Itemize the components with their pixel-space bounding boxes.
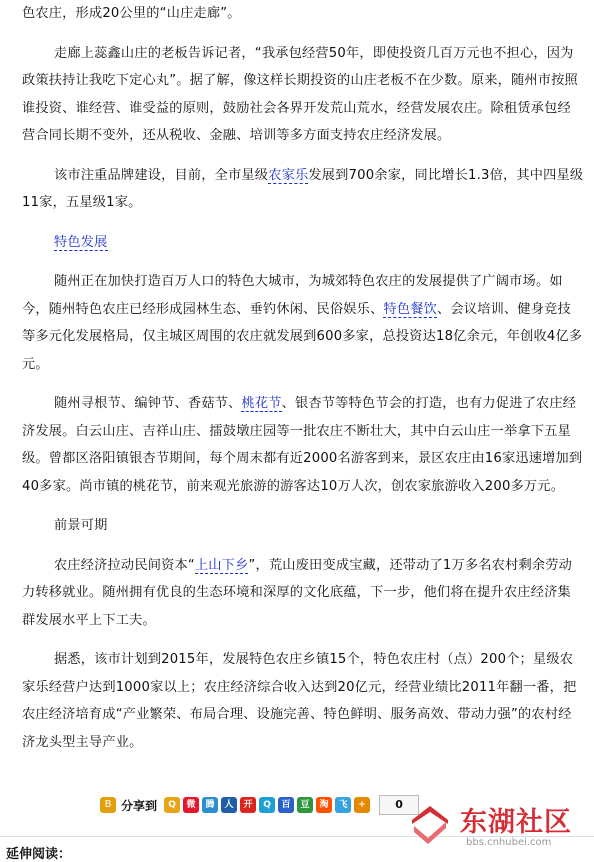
paragraph: [22, 390, 584, 500]
share-bar: [100, 793, 419, 817]
paragraph-text: 随州正在加快打造百万人口的特色大城市，为城郊特色农庄的发展提供了广阔市场。如今，随州特色农庄已经形成园林生态、垂钓休闲、民俗娱乐、: [22, 274, 563, 317]
section-heading: 前景可期: [54, 518, 108, 533]
paragraph-text: 发展到700余家，同比增长1.3倍，其中四星级11家，五星级1家。: [22, 167, 584, 210]
section-heading-link[interactable]: [22, 229, 584, 257]
share-logo-icon: B: [100, 797, 116, 813]
paragraph: [22, 162, 584, 217]
watermark-logo-icon: [408, 802, 452, 846]
share-icon-list: [164, 797, 370, 813]
paragraph-text: 、会议培训、健身竞技等多元化发展格局，仅主城区周围的农庄就发展到600多家，总投资达18亿余元，年创收4亿多元。: [22, 301, 583, 372]
article-body: [22, 0, 584, 756]
qq-icon[interactable]: Q: [259, 797, 275, 813]
watermark: [408, 800, 588, 858]
keyword-link-taohuajie[interactable]: 桃花节: [241, 396, 282, 411]
sina-weibo-icon[interactable]: 微: [183, 797, 199, 813]
paragraph-text: 该市注重品牌建设，目前，全市星级: [54, 167, 269, 183]
paragraph-text: ”，荒山废田变成宝藏，还带动了1万多名农村剩余劳动力转移就业。随州拥有优良的生态环境和深厚的文化底蕴，下一步，他们将在提升农庄经济集群发展水平上下工夫。: [22, 557, 573, 628]
taobao-icon[interactable]: 淘: [316, 797, 332, 813]
paragraph: [22, 268, 584, 378]
douban-icon[interactable]: 豆: [297, 797, 313, 813]
baidu-icon[interactable]: 百: [278, 797, 294, 813]
paragraph: [22, 552, 584, 635]
tencent-weibo-icon[interactable]: 腾: [202, 797, 218, 813]
share-count: 0: [379, 795, 419, 815]
share-label: 分享到: [121, 798, 158, 813]
paragraph: 色农庄，形成20公里的“山庄走廊”。: [22, 6, 241, 21]
section-heading-tese[interactable]: 特色发展: [54, 234, 108, 250]
paragraph-text: 随州寻根节、编钟节、香菇节、: [54, 396, 242, 411]
watermark-title: 东湖社区: [460, 807, 572, 838]
related-reading-label: 延伸阅读：: [6, 847, 72, 862]
renren-icon[interactable]: 人: [221, 797, 237, 813]
keyword-link-tesecanyin[interactable]: 特色餐饮: [383, 301, 438, 317]
keyword-link-shangshanxiaxiang[interactable]: 上山下乡: [194, 557, 249, 573]
kaixin-icon[interactable]: 开: [240, 797, 256, 813]
more-icon[interactable]: +: [354, 797, 370, 813]
qzone-icon[interactable]: Q: [164, 797, 180, 813]
watermark-url: bbs.cnhubei.com: [466, 837, 552, 848]
keyword-link-nongjiale[interactable]: 农家乐: [268, 167, 309, 183]
paragraph: 据悉，该市计划到2015年，发展特色农庄乡镇15个，特色农庄村（点）200个；星级农家乐经营户达到1000家以上；农庄经济综合收入达到20亿元，经营业绩比2011年翻一番，把农庄经济培育成“产业繁荣、布局合理、设施完善、特色鲜明、服务高效、带动力强”的农村经济龙头型主导产业。: [22, 652, 577, 750]
paragraph-text: 、银杏节等特色节会的打造，也有力促进了农庄经济发展。白云山庄、吉祥山庄、擂鼓墩庄园等一批农庄不断壮大，其中白云山庄一举拿下五星级。曾都区洛阳镇银杏节期间，每个周末都有近2000名游客到来，景区农庄由16家迅速增加到40多家。尚市镇的桃花节，前来观光旅游的游客达10万人次，创农家旅游收入200多万元。: [22, 396, 583, 494]
feixin-icon[interactable]: 飞: [335, 797, 351, 813]
paragraph-text: 农庄经济拉动民间资本“: [54, 557, 195, 573]
paragraph: 走廊上蕊鑫山庄的老板告诉记者，“我承包经营50年，即使投资几百万元也不担心，因为政策扶持让我吃下定心丸”。据了解，像这样长期投资的山庄老板不在少数。原来，随州市按照谁投资、谁经营、谁受益的原则，鼓励社会各界开发荒山荒水，经营发展农庄。除租赁承包经营合同长期不变外，还从税收、金融、培训等多方面支持农庄经济发展。: [22, 45, 578, 143]
